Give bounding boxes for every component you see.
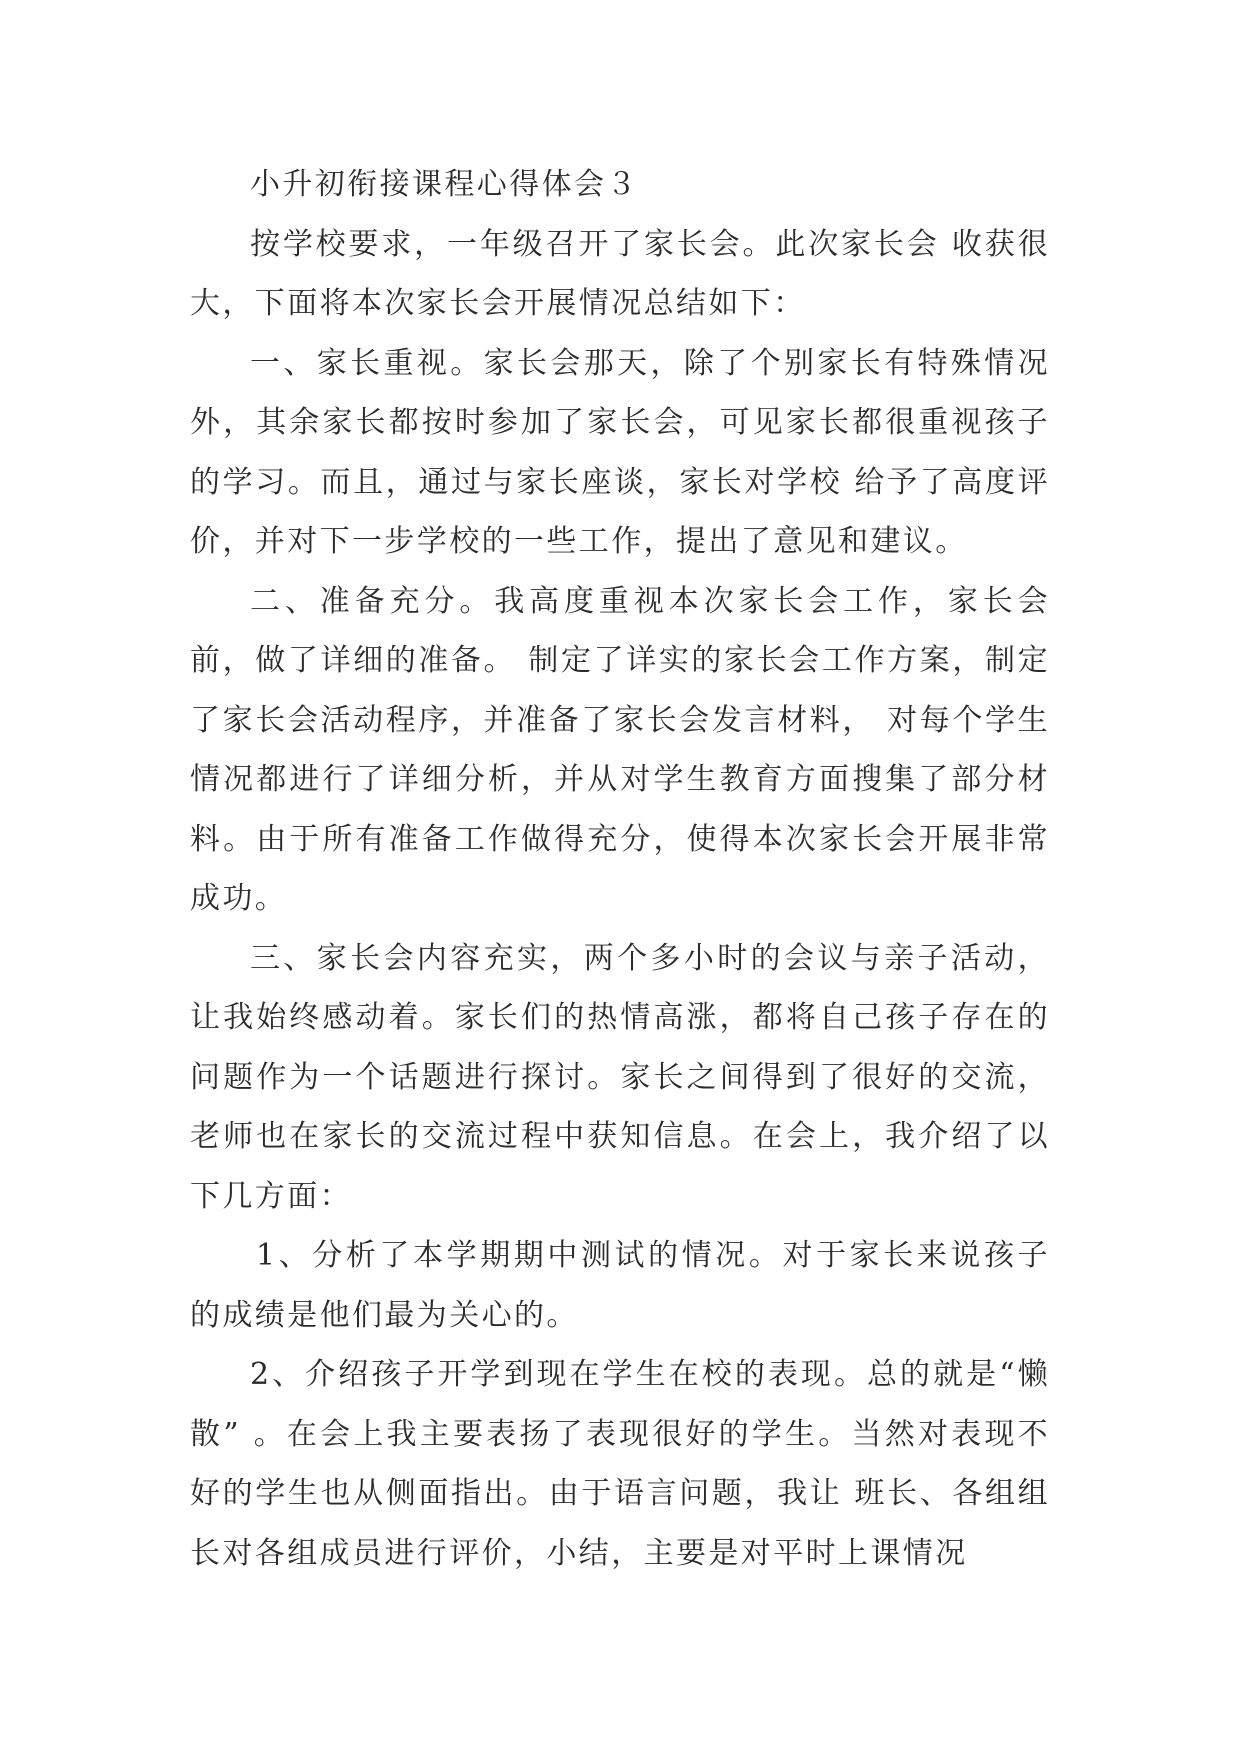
paragraph-section-1: 一、家长重视。家长会那天，除了个别家长有特殊情况外，其余家长都按时参加了家长会，可见家长都很重视孩子的学习。而且，通过与家长座谈，家长对学校 给予了高度评价，并对下一步学校的一些工作，提出了意见和建议。 xyxy=(190,345,1050,559)
paragraph-intro: 按学校要求，一年级召开了家长会。此次家长会 收获很大，下面将本次家长会开展情况总结如下： xyxy=(190,226,1050,321)
document-body xyxy=(190,155,1050,1583)
document-title: 小升初衔接课程心得体会３ xyxy=(250,167,639,202)
paragraph-section-2: 二、准备充分。我高度重视本次家长会工作，家长会前，做了详细的准备。 制定了详实的家长会工作方案，制定了家长会活动程序，并准备了家长会发言材料， 对每个学生情况都进行了详细分析，并从对学生教育方面搜集了部分材料。由于所有准备工作做得充分，使得本次家长会开展非常成功。 xyxy=(190,583,1050,916)
paragraph-item-1: 1、分析了本学期期中测试的情况。对于家长来说孩子的成绩是他们最为关心的。 xyxy=(190,1238,1050,1333)
paragraph-item-2: 2、介绍孩子开学到现在学生在校的表现。总的就是“懒散” 。在会上我主要表扬了表现很好的学生。当然对表现不好的学生也从侧面指出。由于语言问题，我让 班长、各组组长对各组成员进行评价，小结，主要是对平时上课情况 xyxy=(190,1357,1050,1571)
paragraph-section-3: 三、家长会内容充实，两个多小时的会议与亲子活动，让我始终感动着。家长们的热情高涨，都将自己孩子存在的问题作为一个话题进行探讨。家长之间得到了很好的交流，老师也在家长的交流过程中获知信息。在会上，我介绍了以下几方面： xyxy=(190,940,1050,1214)
